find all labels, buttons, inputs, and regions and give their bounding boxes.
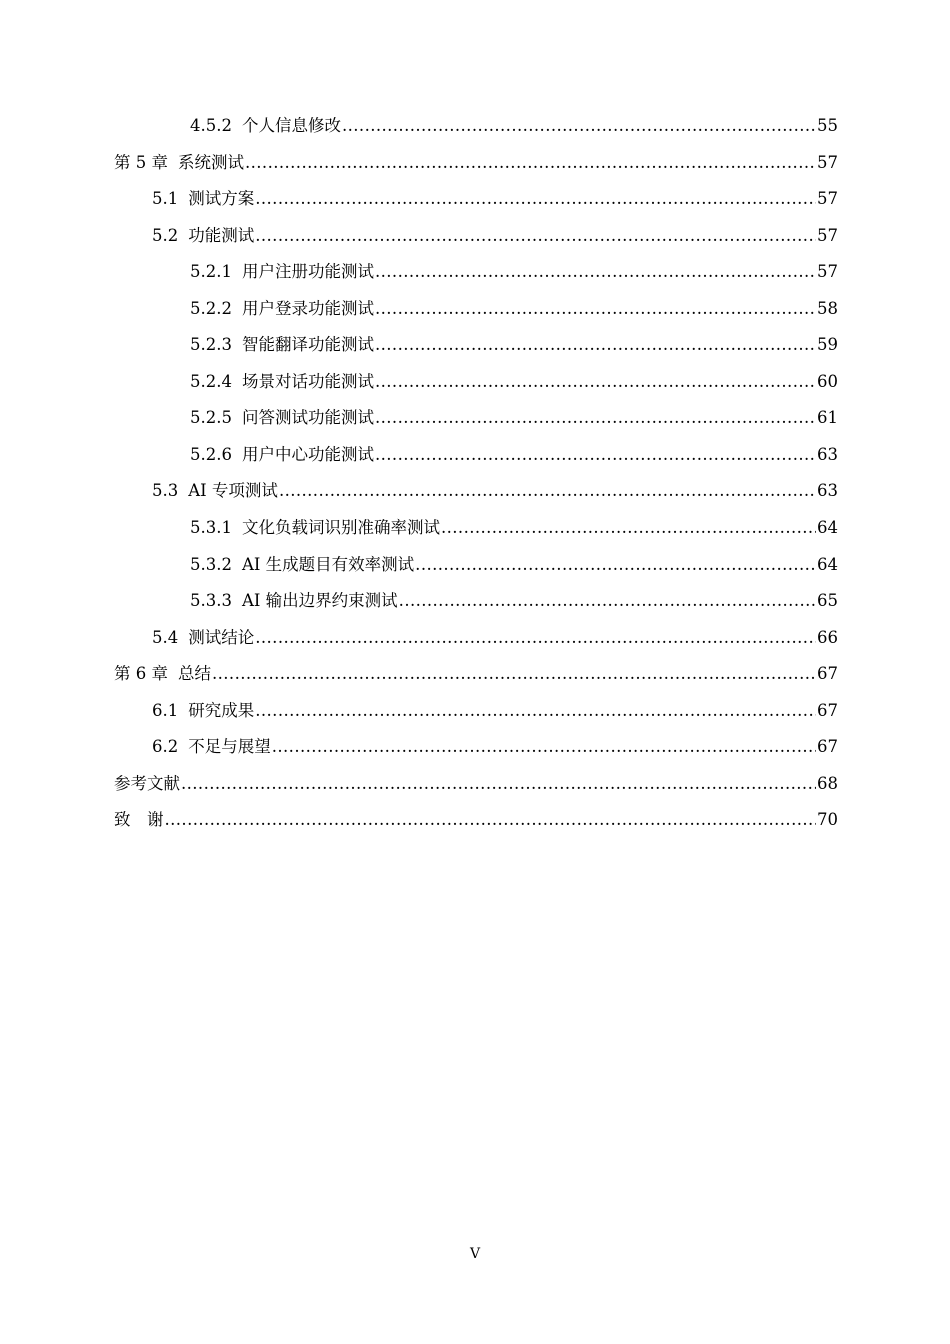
toc-entry-number: 5.3.1 (190, 518, 232, 538)
toc-entry-page: 68 (817, 773, 838, 793)
toc-dot-leader (375, 327, 816, 364)
toc-entry-page: 57 (817, 189, 838, 209)
toc-entry-title: 致 谢 (114, 810, 164, 830)
toc-entry-title: 用户登录功能测试 (241, 298, 374, 318)
toc-entry-number: 5.3 (152, 481, 179, 501)
toc-dot-leader (255, 693, 816, 730)
toc-dot-leader (272, 729, 816, 766)
toc-dot-leader (375, 437, 816, 474)
toc-entry-title: 测试结论 (188, 627, 255, 647)
toc-entry-page: 66 (817, 627, 838, 647)
toc-entry-title: 参考文献 (114, 773, 180, 793)
toc-entry[interactable] (114, 473, 838, 510)
toc-dot-leader (255, 620, 816, 657)
toc-dot-leader (165, 802, 817, 839)
toc-dot-leader (441, 510, 816, 547)
toc-entry-number: 4.5.2 (190, 116, 232, 135)
toc-entry-page: 63 (817, 481, 838, 501)
toc-entry-number: 5.2.2 (190, 298, 232, 318)
toc-entry-title: 研究成果 (188, 700, 255, 720)
toc-entry-number: 第 6 章 (114, 664, 168, 684)
toc-dot-leader (375, 291, 816, 328)
toc-entry-page: 57 (817, 262, 838, 282)
toc-entry-page: 55 (817, 116, 838, 135)
toc-entry-title: 场景对话功能测试 (241, 371, 374, 391)
toc-entry-title: 智能翻译功能测试 (241, 335, 374, 355)
toc-entry-page: 65 (817, 591, 838, 611)
toc-entry-title: 功能测试 (188, 225, 255, 245)
toc-entry-title: AI 输出边界约束测试 (241, 591, 398, 611)
toc-entry-page: 61 (817, 408, 838, 428)
toc-entry[interactable] (114, 693, 838, 730)
toc-entry-page: 64 (817, 518, 838, 538)
toc-entry[interactable] (114, 291, 838, 328)
page-number: V (469, 1246, 481, 1262)
toc-entry-title: AI 生成题目有效率测试 (241, 554, 415, 574)
toc-entry-page: 59 (817, 335, 838, 355)
toc-entry[interactable] (114, 547, 838, 584)
toc-entry-title: AI 专项测试 (188, 481, 278, 501)
toc-entry-number: 5.3.2 (190, 554, 232, 574)
toc-entry-title: 用户注册功能测试 (241, 262, 374, 282)
toc-entry-page: 67 (817, 737, 838, 757)
toc-entry-number: 5.3.3 (190, 591, 232, 611)
toc-entry[interactable] (114, 108, 838, 145)
toc-entry[interactable] (114, 327, 838, 364)
toc-dot-leader (375, 400, 816, 437)
toc-entry[interactable] (114, 766, 838, 803)
toc-entry-title: 文化负载词识别准确率测试 (241, 518, 440, 538)
toc-dot-leader (415, 547, 816, 584)
toc-entry-number: 6.2 (152, 737, 179, 757)
toc-entry[interactable] (114, 400, 838, 437)
toc-dot-leader (245, 145, 816, 182)
toc-entry[interactable] (114, 254, 838, 291)
toc-entry[interactable] (114, 802, 838, 839)
toc-entry-title: 个人信息修改 (241, 116, 341, 135)
toc-entry-title: 测试方案 (188, 189, 255, 209)
table-of-contents (114, 108, 838, 839)
toc-dot-leader (342, 108, 816, 145)
toc-entry[interactable] (114, 583, 838, 620)
toc-entry-page: 64 (817, 554, 838, 574)
toc-entry-title: 用户中心功能测试 (241, 444, 374, 464)
toc-entry[interactable] (114, 364, 838, 401)
toc-entry[interactable] (114, 181, 838, 218)
toc-entry-page: 57 (817, 152, 838, 172)
toc-entry-title: 系统测试 (178, 152, 244, 172)
toc-dot-leader (212, 656, 816, 693)
toc-entry[interactable] (114, 656, 838, 693)
toc-entry-number: 5.2.4 (190, 371, 232, 391)
toc-entry-page: 70 (817, 810, 838, 830)
toc-dot-leader (255, 181, 816, 218)
toc-dot-leader (255, 218, 816, 255)
toc-dot-leader (181, 766, 816, 803)
toc-entry-page: 63 (817, 444, 838, 464)
toc-dot-leader (279, 473, 816, 510)
toc-dot-leader (399, 583, 816, 620)
toc-entry-number: 5.2.6 (190, 444, 232, 464)
toc-entry[interactable] (114, 437, 838, 474)
toc-entry[interactable] (114, 729, 838, 766)
toc-entry-number: 第 5 章 (114, 152, 168, 172)
toc-dot-leader (375, 254, 816, 291)
toc-entry-page: 67 (817, 664, 838, 684)
toc-dot-leader (375, 364, 816, 401)
toc-entry-title: 总结 (178, 664, 211, 684)
toc-entry-page: 58 (817, 298, 838, 318)
toc-entry-page: 57 (817, 225, 838, 245)
toc-entry[interactable] (114, 218, 838, 255)
toc-entry[interactable] (114, 620, 838, 657)
toc-entry-title: 问答测试功能测试 (241, 408, 374, 428)
toc-entry-number: 5.2.1 (190, 262, 232, 282)
toc-entry-number: 5.2.5 (190, 408, 232, 428)
toc-entry-number: 5.2 (152, 225, 179, 245)
toc-entry-page: 67 (817, 700, 838, 720)
toc-entry-number: 5.2.3 (190, 335, 232, 355)
toc-entry-title: 不足与展望 (188, 737, 271, 757)
toc-entry-number: 5.1 (152, 189, 179, 209)
toc-entry[interactable] (114, 510, 838, 547)
toc-entry[interactable] (114, 145, 838, 182)
toc-entry-page: 60 (817, 371, 838, 391)
toc-entry-number: 5.4 (152, 627, 179, 647)
toc-entry-number: 6.1 (152, 700, 179, 720)
